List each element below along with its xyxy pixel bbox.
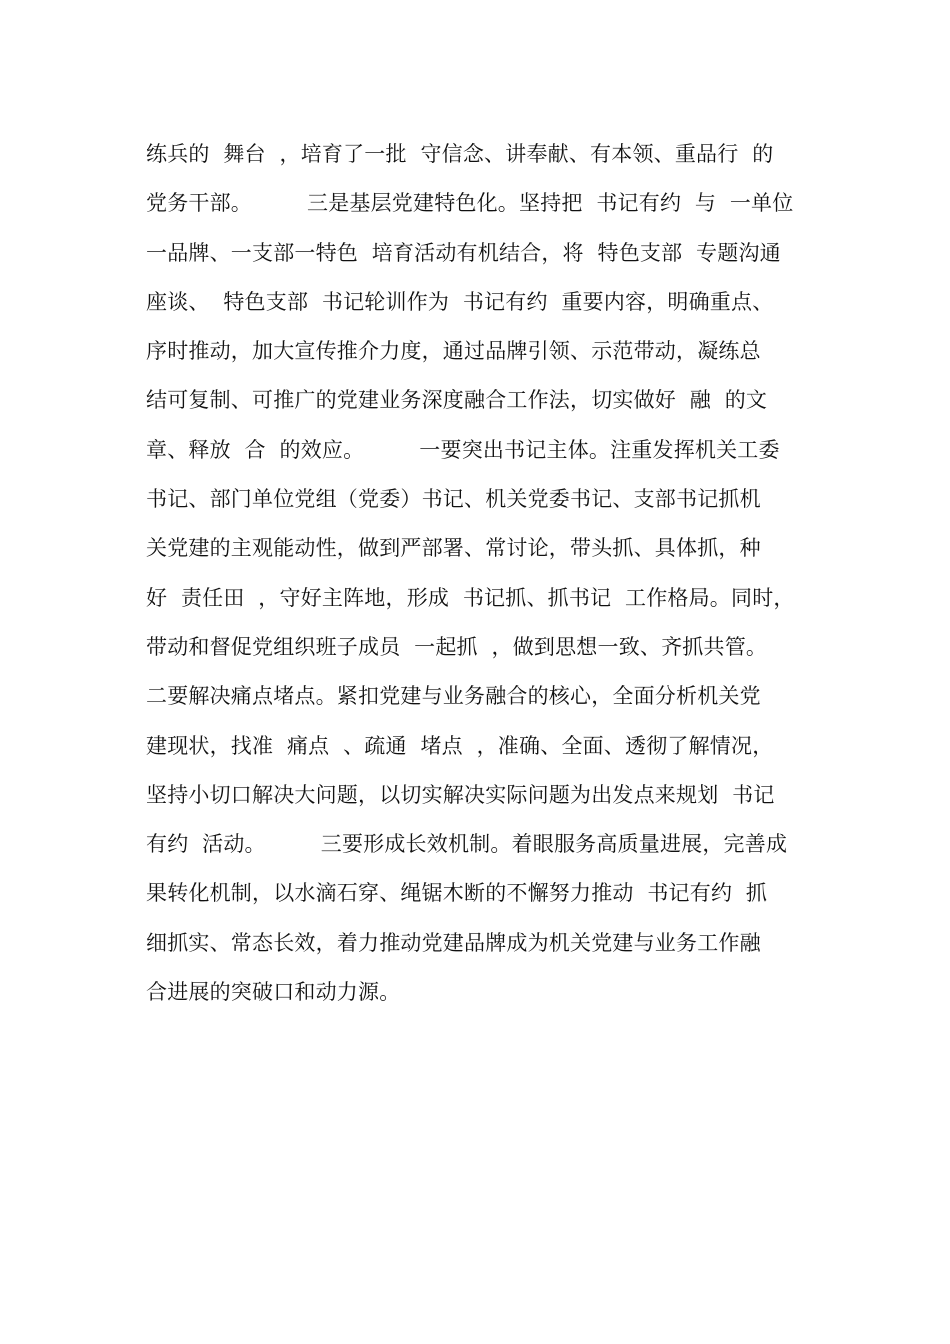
text-line: 结可复制、可推广的党建业务深度融合工作法，切实做好 融 的文 — [146, 388, 768, 413]
text-line: 有约 活动。 三要形成长效机制。着眼服务高质量进展，完善成 — [146, 832, 788, 857]
text-line: 练兵的 舞台 ，培育了一批 守信念、讲奉献、有本领、重品行 的 — [146, 142, 774, 166]
text-line: 合进展的突破口和动力源。 — [146, 980, 401, 1005]
body-text — [146, 130, 836, 1017]
text-line: 书记、部门单位党组（党委）书记、机关党委书记、支部书记抓机 — [146, 487, 761, 512]
text-line: 二要解决痛点堵点。紧扣党建与业务融合的核心，全面分析机关党 — [146, 684, 761, 709]
text-line: 座谈、 特色支部 书记轮训作为 书记有约 重要内容，明确重点、 — [146, 289, 774, 314]
text-line: 好 责任田 ，守好主阵地，形成 书记抓、抓书记 工作格局。同时， — [146, 585, 795, 610]
text-line: 带动和督促党组织班子成员 一起抓 ，做到思想一致、齐抓共管。 — [146, 634, 768, 659]
text-line: 建现状，找准 痛点 、疏通 堵点 ，准确、全面、透彻了解情况， — [146, 733, 774, 758]
text-line: 果转化机制，以水滴石穿、绳锯木断的不懈努力推动 书记有约 抓 — [146, 881, 768, 906]
text-line: 关党建的主观能动性，做到严部署、常讨论，带头抓、具体抓，种 — [146, 536, 761, 561]
text-line: 一品牌、一支部一特色 培育活动有机结合，将 特色支部 专题沟通 — [146, 240, 781, 265]
text-line: 党务干部。 三是基层党建特色化。坚持把 书记有约 与 一单位 — [146, 191, 794, 216]
text-line: 章、释放 合 的效应。 一要突出书记主体。注重发挥机关工委 — [146, 437, 780, 462]
text-line: 坚持小切口解决大问题，以切实解决实际问题为出发点来规划 书记 — [146, 782, 775, 807]
text-line: 细抓实、常态长效，着力推动党建品牌成为机关党建与业务工作融 — [146, 930, 761, 955]
text-line: 序时推动，加大宣传推介力度，通过品牌引领、示范带动，凝练总 — [146, 339, 761, 364]
